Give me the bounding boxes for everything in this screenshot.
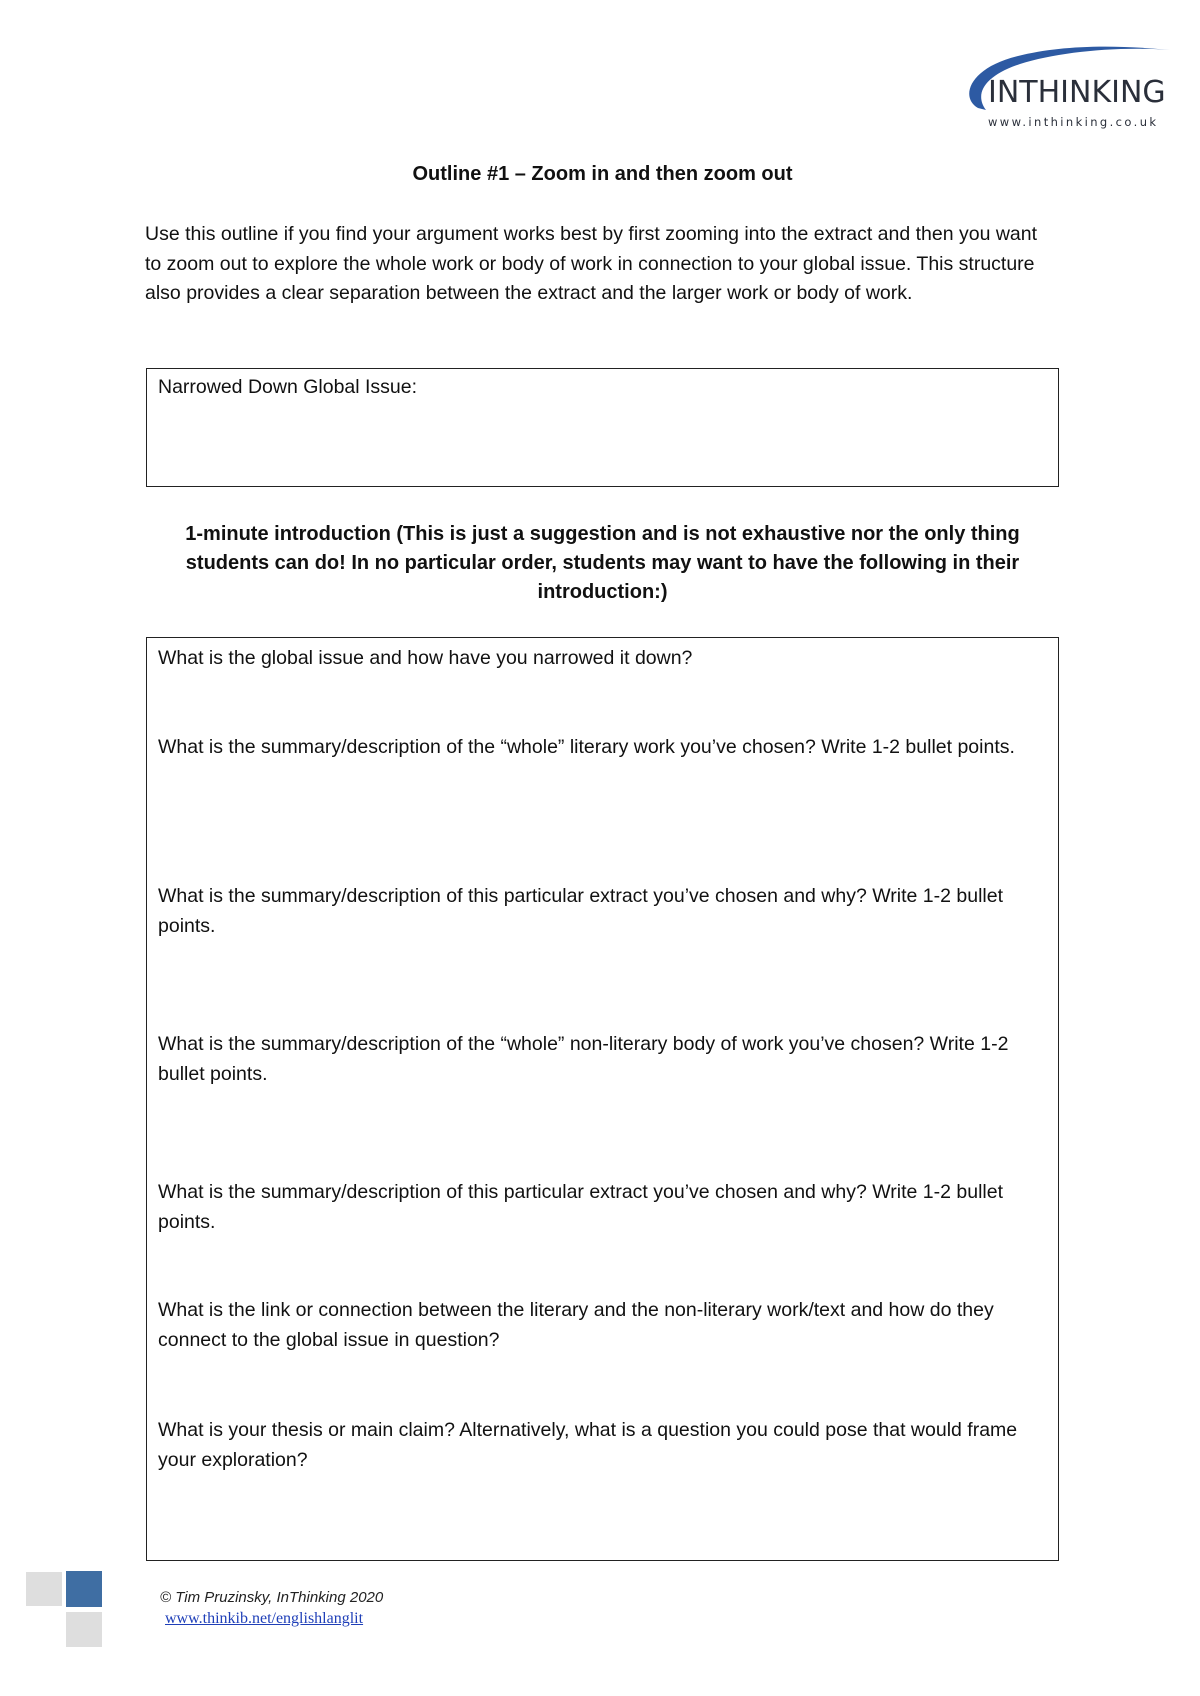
question-nonliterary-whole: What is the summary/description of the “whole” non-literary body of work you’ve chosen? Write 1-2 bullet points. xyxy=(158,1033,1009,1085)
question-link-connection: What is the link or connection between the literary and the non-literary work/text and how do they connect to the global issue in question? xyxy=(158,1299,994,1351)
question-nonliterary-extract: What is the summary/description of this particular extract you’ve chosen and why? Write 1-2 bullet points. xyxy=(158,1181,1004,1233)
introduction-heading: 1-minute introduction (This is just a suggestion and is not exhaustive nor the only thing students can do! In no particular order, students may want to have the following in their introduction:) xyxy=(185,523,1020,603)
question-thesis: What is your thesis or main claim? Alternatively, what is a question you could pose that would frame your exploration? xyxy=(158,1419,1018,1471)
copyright-text: © Tim Pruzinsky, InThinking 2020 xyxy=(160,1589,384,1606)
page-title: Outline #1 – Zoom in and then zoom out xyxy=(412,163,793,185)
footer-website-link[interactable]: www.thinkib.net/englishlanglit xyxy=(165,1610,364,1627)
global-issue-label: Narrowed Down Global Issue: xyxy=(158,376,418,398)
inthinking-logo xyxy=(938,38,1174,134)
question-literary-whole: What is the summary/description of the “whole” literary work you’ve chosen? Write 1-2 bullet points. xyxy=(158,736,1015,758)
introduction-questions-box[interactable] xyxy=(146,637,1059,1561)
footer-grey-square xyxy=(66,1612,102,1647)
question-global-issue: What is the global issue and how have you narrowed it down? xyxy=(158,647,693,669)
logo-url: www.inthinking.co.uk xyxy=(988,115,1159,129)
footer-blue-square xyxy=(66,1571,102,1607)
global-issue-box[interactable] xyxy=(146,368,1059,487)
question-literary-extract: What is the summary/description of this particular extract you’ve chosen and why? Write 1-2 bullet points. xyxy=(158,885,1004,937)
intro-paragraph: Use this outline if you find your argument works best by first zooming into the extract and then you want to zoom out to explore the whole work or body of work in connection to your global issue. This structure also provides a clear separation between the extract and the larger work or body of work. xyxy=(145,223,1038,304)
footer-grey-square xyxy=(26,1572,62,1606)
logo-wordmark: INTHINKING xyxy=(988,75,1166,110)
